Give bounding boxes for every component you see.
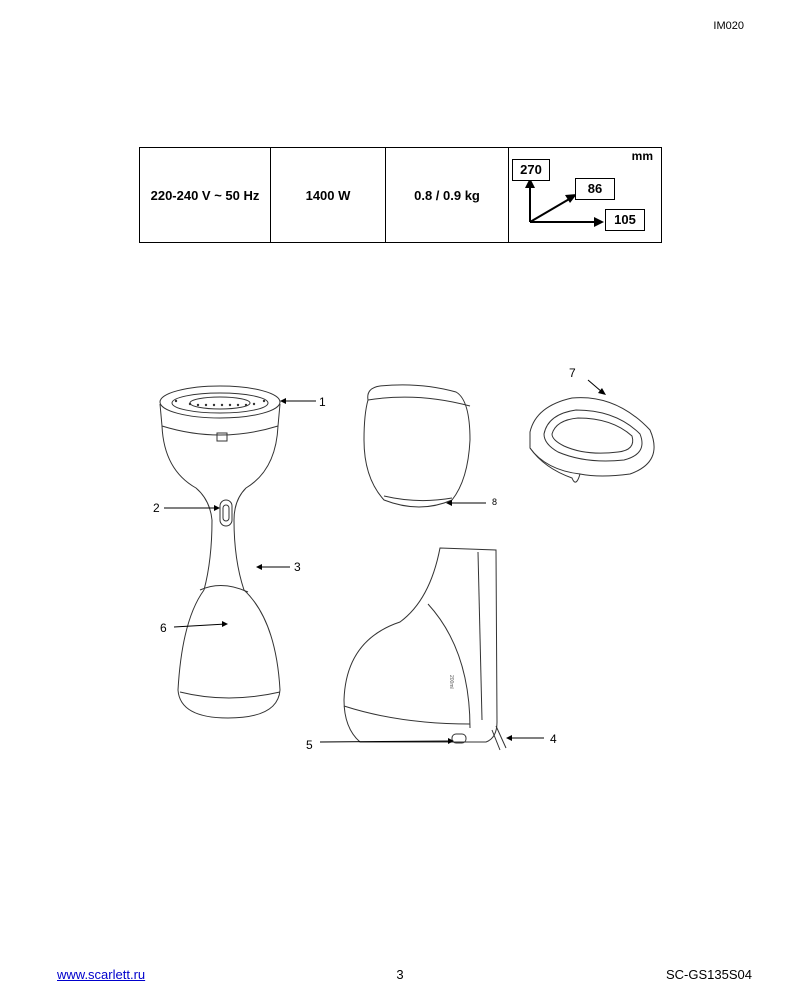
- dimension-depth: 86: [575, 178, 615, 200]
- page-number: 3: [396, 967, 404, 982]
- steamer-side-view: [344, 548, 506, 750]
- weight-cell: 0.8 / 0.9 kg: [386, 148, 509, 243]
- part-label-4: 4: [550, 732, 557, 746]
- part-label-2: 2: [153, 501, 160, 515]
- water-tank-view: [364, 385, 470, 507]
- part-label-7: 7: [569, 366, 576, 380]
- model-number: SC-GS135S04: [666, 967, 752, 982]
- power-cell: 1400 W: [271, 148, 386, 243]
- steamer-front-view: [160, 386, 280, 718]
- voltage-cell: 220-240 V ~ 50 Hz: [140, 148, 271, 243]
- part-label-8: 8: [492, 497, 498, 507]
- document-code: IM020: [713, 20, 744, 32]
- callout-arrowheads: [214, 388, 606, 744]
- part-label-1: 1: [319, 395, 326, 409]
- brush-attachment-view: [530, 398, 654, 483]
- part-label-5: 5: [306, 738, 313, 752]
- website-link[interactable]: www.scarlett.ru: [57, 967, 146, 982]
- svg-text:200ml: 200ml: [448, 675, 454, 689]
- dimensions-unit: mm: [631, 149, 653, 163]
- part-label-6: 6: [160, 621, 167, 635]
- part-label-3: 3: [294, 560, 301, 574]
- dimension-height: 270: [512, 159, 550, 181]
- dimension-width: 105: [605, 209, 645, 231]
